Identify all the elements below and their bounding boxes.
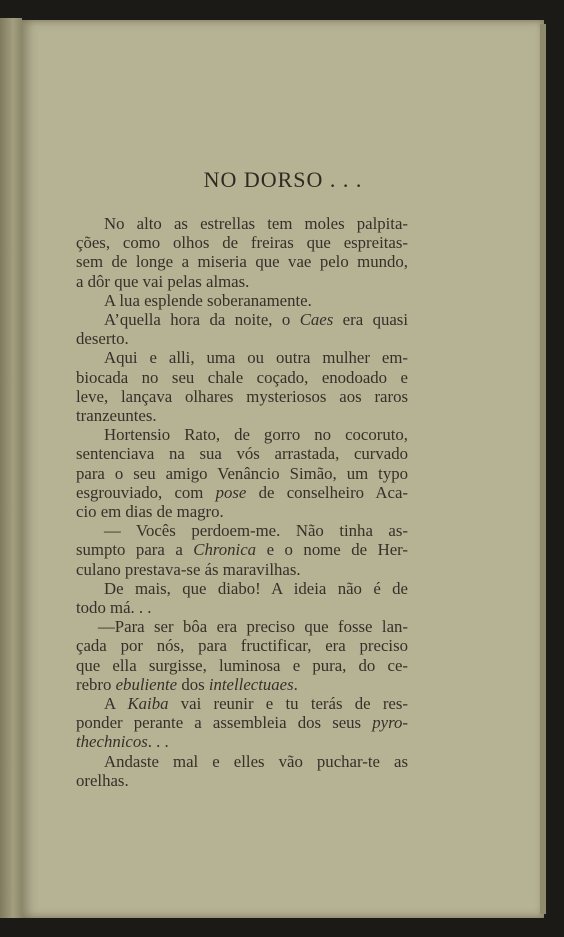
text-segment: a dôr que vai pelas almas. bbox=[76, 271, 250, 291]
text-line bbox=[76, 694, 408, 713]
text-segment: biocada no seu chale coçado, enodoado e bbox=[76, 367, 408, 387]
text-line bbox=[76, 771, 408, 790]
text-segment: Andaste mal e elles vão puchar-te as bbox=[104, 751, 408, 771]
text-line bbox=[76, 214, 408, 233]
text-segment: de conselheiro Aca- bbox=[246, 482, 408, 502]
text-line bbox=[76, 483, 408, 502]
italic-text: pose bbox=[215, 482, 247, 502]
text-segment: leve, lançava olhares mysteriosos aos raros bbox=[76, 386, 408, 406]
text-segment: . . . bbox=[147, 732, 169, 752]
text-line bbox=[76, 329, 408, 348]
text-segment: deserto. bbox=[76, 329, 129, 349]
italic-text: Kaiba bbox=[127, 694, 169, 714]
text-segment: Aqui e alli, uma ou outra mulher em- bbox=[104, 348, 408, 368]
text-segment: — Vocês perdoem-me. Não tinha as- bbox=[104, 521, 408, 541]
italic-text: intellectuaes bbox=[208, 674, 294, 694]
text-segment: —Para ser bôa era preciso que fosse lan- bbox=[98, 617, 408, 637]
text-line bbox=[76, 233, 408, 252]
text-line bbox=[76, 252, 408, 271]
text-line bbox=[76, 598, 408, 617]
text-line bbox=[76, 310, 408, 329]
text-segment: dos bbox=[177, 674, 209, 694]
text-segment: esgrouviado, com bbox=[76, 482, 216, 502]
text-segment: era quasi bbox=[333, 310, 408, 330]
text-segment: para o seu amigo Venâncio Simão, um typo bbox=[76, 463, 408, 483]
text-line bbox=[76, 675, 408, 694]
text-segment: ções, como olhos de freiras que espreitas- bbox=[76, 233, 408, 253]
text-segment: tranzeuntes. bbox=[76, 406, 157, 426]
text-line bbox=[76, 406, 408, 425]
text-line bbox=[76, 579, 408, 598]
italic-text: pyro- bbox=[372, 713, 408, 733]
text-segment: De mais, que diabo! A ideia não é de bbox=[104, 578, 408, 598]
text-segment: vai reunir e tu terás de res- bbox=[168, 694, 408, 714]
italic-text: Caes bbox=[299, 310, 334, 330]
text-segment: que ella surgisse, luminosa e pura, do ce- bbox=[76, 655, 408, 675]
text-segment: ponder perante a assembleia dos seus bbox=[76, 713, 373, 733]
text-line bbox=[76, 425, 408, 444]
text-segment: sentenciava na sua vós arrastada, curvado bbox=[76, 444, 408, 464]
text-segment: çada por nós, para fructificar, era preciso bbox=[76, 636, 408, 656]
text-segment: e o nome de Her- bbox=[256, 540, 408, 560]
body-text bbox=[76, 214, 408, 790]
text-line bbox=[76, 502, 408, 521]
text-line bbox=[76, 272, 408, 291]
page-edge bbox=[540, 24, 546, 914]
chapter-title: NO DORSO . . . bbox=[203, 167, 363, 192]
text-line bbox=[76, 444, 408, 463]
text-segment: A’quella hora da noite, o bbox=[104, 310, 300, 330]
text-line bbox=[76, 752, 408, 771]
text-segment: Hortensio Rato, de gorro no cocoruto, bbox=[104, 425, 408, 445]
text-line bbox=[76, 540, 408, 559]
italic-text: Chronica bbox=[193, 540, 257, 560]
text-line bbox=[76, 617, 408, 636]
text-segment: cio em dias de magro. bbox=[76, 502, 224, 522]
text-line bbox=[76, 387, 408, 406]
text-segment: No alto as estrellas tem moles palpita- bbox=[104, 214, 408, 233]
text-segment: sumpto para a bbox=[76, 540, 194, 560]
text-line bbox=[76, 521, 408, 540]
text-line bbox=[76, 348, 408, 367]
text-segment: culano prestava-se ás maravilhas. bbox=[76, 559, 301, 579]
text-line bbox=[76, 368, 408, 387]
text-segment: . bbox=[293, 674, 298, 694]
text-line bbox=[76, 464, 408, 483]
text-segment: todo má. . . bbox=[76, 598, 152, 618]
italic-text: thechnicos bbox=[76, 732, 148, 752]
facing-page-edge bbox=[0, 18, 22, 918]
text-line bbox=[76, 560, 408, 579]
text-line bbox=[76, 656, 408, 675]
italic-text: ebuliente bbox=[115, 674, 178, 694]
text-line bbox=[76, 713, 408, 732]
text-segment: orelhas. bbox=[76, 770, 129, 790]
text-segment: A bbox=[104, 694, 128, 714]
text-line bbox=[76, 291, 408, 310]
text-line bbox=[76, 732, 408, 751]
text-line bbox=[76, 636, 408, 655]
text-segment: sem de longe a miseria que vae pelo mundo, bbox=[76, 252, 408, 272]
text-segment: rebro bbox=[76, 674, 116, 694]
text-segment: A lua esplende soberanamente. bbox=[104, 290, 312, 310]
